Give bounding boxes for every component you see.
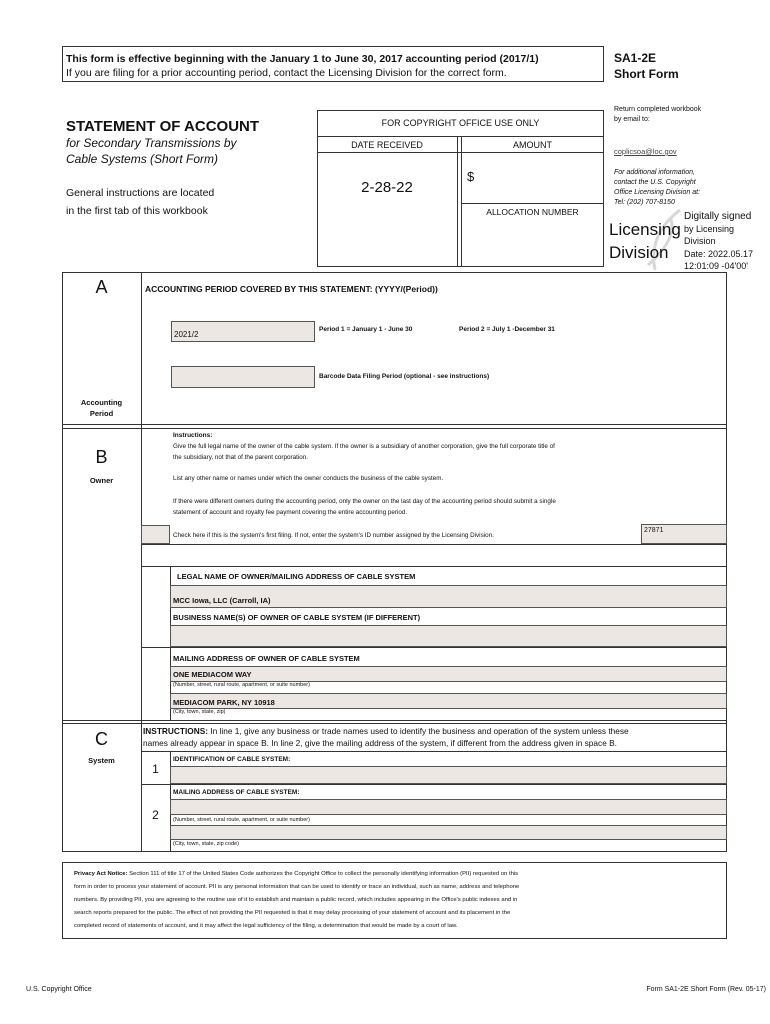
privacy-text-1: Section 111 of title 17 of the United States Code authorizes the Copyright Office to collect the personally identifying information (PII) requested on this [127,871,519,877]
barcode-period-label: Barcode Data Filing Period (optional - see instructions) [319,373,490,380]
system-city-hint: (City, town, state, zip code) [173,841,239,847]
office-divider [457,136,458,267]
system-line-2-number: 2 [152,808,159,822]
page-subtitle-2: Cable Systems (Short Form) [66,152,219,166]
system-street-hint: (Number, street, rural route, apartment, or suite number) [173,817,310,823]
allocation-number-label: ALLOCATION NUMBER [486,207,579,217]
page-title: STATEMENT OF ACCOUNT [66,118,260,135]
privacy-title: Privacy Act Notice: [74,871,128,877]
office-divider [317,152,604,153]
system-city-input[interactable] [170,825,727,840]
owner-street-value: ONE MEDIACOM WAY [173,670,252,679]
section-b-letter: B [95,447,108,467]
owner-mailing-label: MAILING ADDRESS OF OWNER OF CABLE SYSTEM [173,654,360,663]
signature-detail-4: Date: 2022.05.17 [684,249,754,259]
office-use-header: FOR COPYRIGHT OFFICE USE ONLY [381,118,540,128]
barcode-period-input[interactable] [171,366,315,388]
owner-city-value: MEDIACOM PARK, NY 10918 [173,698,275,707]
owner-instruction-1a: Give the full legal name of the owner of the cable system. If the owner is a subsidiary of another corporation, give the full corporate title of [173,443,555,450]
section-divider [62,428,727,429]
signature-name-1: Licensing [609,220,681,239]
signature-detail-1: Digitally signed [684,211,752,222]
date-received-label: DATE RECEIVED [351,140,423,150]
return-line-1: Return completed workbook [614,106,702,113]
additional-info-tel: Tel: (202) 707-8150 [614,199,675,206]
notice-line-2: If you are filing for a prior accounting period, contact the Licensing Division for the correct form. [66,67,507,79]
office-divider [461,203,604,204]
privacy-line-5: completed record of statements of account, and it may affect the legal sufficiency of the filing, a determination that would be made by a court of law. [74,923,458,929]
section-a-label-2: Period [89,409,114,418]
period-1-note: Period 1 = January 1 - June 30 [319,326,413,333]
signature-mark-icon [640,205,690,275]
section-b-label: Owner [89,476,114,485]
accounting-period-heading: ACCOUNTING PERIOD COVERED BY THIS STATEMENT: (YYYY/(Period)) [145,284,438,294]
signature-detail-5: 12:01:09 -04'00' [684,261,748,271]
owner-instruction-3a: If there were different owners during the accounting period, only the owner on the last day of the accounting period should submit a single [173,498,556,505]
system-instructions-2: names already appear in space B. In line 2, give the mailing address of the system, if different from the address given in space B. [143,738,617,748]
section-divider [62,720,727,721]
return-line-2: by email to: [614,116,650,123]
privacy-line-3: numbers. By providing PII, you are agreeing to the routine use of it to establish and maintain a public record, which includes appearing in the Office's public indexes and in [74,897,518,903]
system-instructions-1 [143,726,629,736]
additional-info-1: For additional information, [614,169,695,176]
section-divider [62,424,727,425]
amount-symbol: $ [467,169,475,184]
notice-line-1: This form is effective beginning with the January 1 to June 30, 2017 accounting period (2017/1) [66,53,539,65]
first-filing-checkbox[interactable] [141,525,170,544]
privacy-line-4: search reports prepared for the public. The effect of not providing the PII requested is that it may delay processing of your statement of account and its placement in the [74,910,511,916]
row-divider [141,566,727,567]
system-line-1-number: 1 [152,762,159,776]
system-instructions-text: In line 1, give any business or trade names used to identify the business and operation of the system unless these [208,726,629,736]
owner-street-input[interactable] [170,666,727,682]
section-c-label: System [88,756,115,765]
privacy-line-2: form in order to process your statement of account. PII is any personal information that can be used to identify or trace an individual, such as name, address and telephone [74,884,520,890]
footer-right: Form SA1-2E Short Form (Rev. 05-17) [646,986,766,993]
section-a-letter: A [95,277,108,297]
return-email-link[interactable]: coplicsoa@loc.gov [614,147,677,156]
owner-street-hint: (Number, street, rural route, apartment, or suite number) [173,682,310,688]
owner-instructions-heading: Instructions: [173,432,213,439]
additional-info-2: contact the U.S. Copyright [614,179,696,186]
business-name-input[interactable] [170,625,727,647]
system-mailing-label: MAILING ADDRESS OF CABLE SYSTEM: [173,789,300,796]
footer-left: U.S. Copyright Office [26,986,92,993]
system-street-input[interactable] [170,799,727,815]
owner-city-hint: (City, town, state, zip) [173,709,226,715]
amount-label: AMOUNT [513,140,552,150]
accounting-period-value: 2021/2 [174,330,199,339]
legal-name-label: LEGAL NAME OF OWNER/MAILING ADDRESS OF CABLE SYSTEM [177,572,416,581]
privacy-line-1 [74,871,518,877]
period-2-note: Period 2 = July 1 -December 31 [459,326,555,333]
business-name-label: BUSINESS NAME(S) OF OWNER OF CABLE SYSTEM (IF DIFFERENT) [173,613,421,622]
row-divider [141,784,727,785]
owner-instruction-2: List any other name or names under which the owner conducts the business of the cable system. [173,475,444,482]
owner-instruction-3b: statement of account and royalty fee payment covering the entire accounting period. [173,509,408,516]
signature-detail-3: Division [684,236,716,246]
owner-instruction-1b: the subsidiary, not that of the parent corporation. [173,454,308,461]
first-filing-text: Check here if this is the system's first filing. If not, enter the system's ID number assigned by the Licensing Division. [173,532,494,539]
form-name: Short Form [614,67,679,81]
row-divider [141,544,727,545]
system-instructions-bold: INSTRUCTIONS: [143,726,208,736]
row-divider [141,751,727,752]
additional-info-3: Office Licensing Division at: [614,189,700,196]
form-code: SA1-2E [614,51,657,65]
system-identification-input[interactable] [170,766,727,784]
row-divider [141,647,727,648]
signature-detail-2: by Licensing [684,224,735,234]
section-a-label-1: Accounting [80,398,123,407]
system-identification-label: IDENTIFICATION OF CABLE SYSTEM: [173,756,291,763]
office-divider [461,136,462,267]
date-received-value: 2-28-22 [361,179,413,196]
section-divider [62,723,727,724]
general-instructions-2: in the first tab of this workbook [66,205,208,217]
page-subtitle-1: for Secondary Transmissions by [66,136,237,150]
legal-name-value: MCC Iowa, LLC (Carroll, IA) [173,596,271,605]
system-id-value: 27871 [644,527,664,534]
general-instructions-1: General instructions are located [66,187,215,199]
section-c-letter: C [95,729,108,749]
signature-name-2: Division [609,243,669,262]
